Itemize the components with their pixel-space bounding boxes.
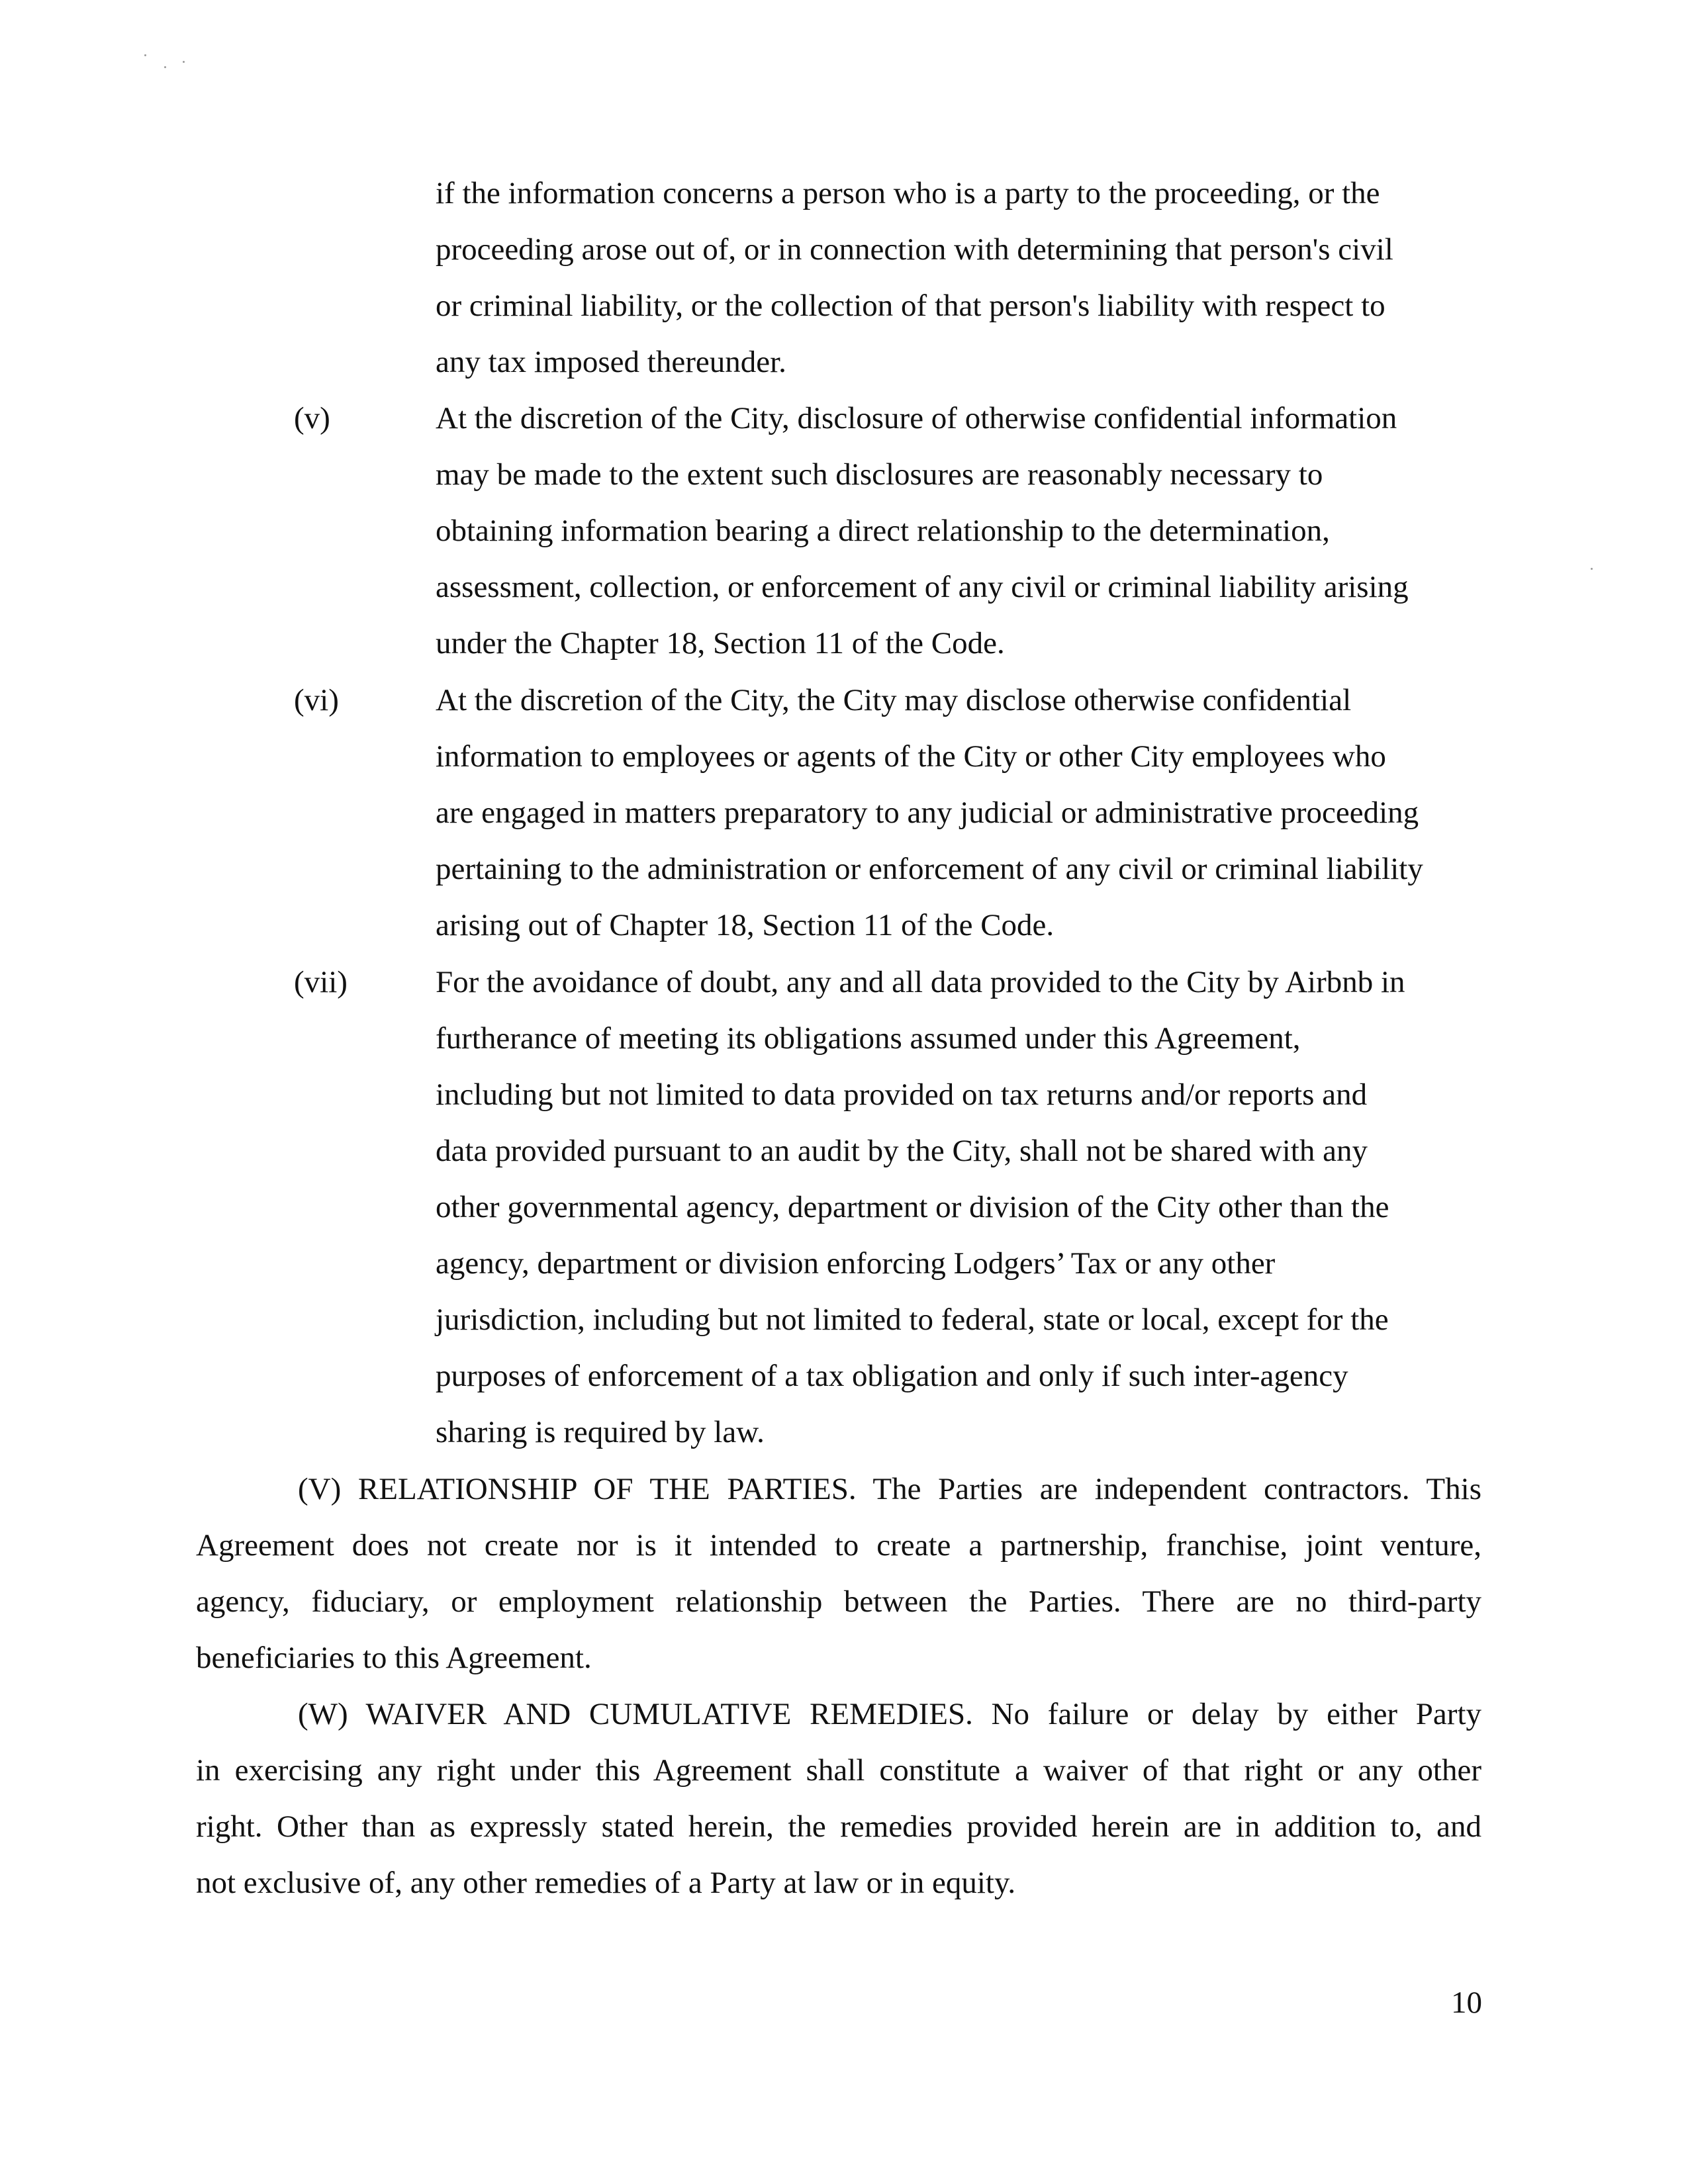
scan-speck bbox=[164, 66, 166, 68]
item-line: At the discretion of the City, disclosure of otherwise confidential information bbox=[436, 401, 1397, 435]
continuation-line: or criminal liability, or the collection of that person's liability with respect to bbox=[436, 289, 1385, 323]
section-v-line: beneficiaries to this Agreement. bbox=[196, 1641, 592, 1675]
section-v-line: agency, fiduciary, or employment relationship between the Parties. There are no third-party bbox=[196, 1584, 1481, 1619]
item-line: furtherance of meeting its obligations assumed under this Agreement, bbox=[436, 1021, 1301, 1056]
item-line: data provided pursuant to an audit by the City, shall not be shared with any bbox=[436, 1134, 1368, 1168]
section-w-line: right. Other than as expressly stated herein, the remedies provided herein are in addition to, and bbox=[196, 1809, 1481, 1844]
section-v-line: (V) RELATIONSHIP OF THE PARTIES. The Parties are independent contractors. This bbox=[298, 1472, 1481, 1506]
page-number: 10 bbox=[1451, 1985, 1482, 2020]
section-w-line: not exclusive of, any other remedies of a Party at law or in equity. bbox=[196, 1866, 1016, 1900]
item-line: agency, department or division enforcing Lodgers’ Tax or any other bbox=[436, 1246, 1276, 1281]
item-line: under the Chapter 18, Section 11 of the Code. bbox=[436, 626, 1005, 660]
item-marker: (vii) bbox=[294, 965, 348, 999]
continuation-line: if the information concerns a person who is a party to the proceeding, or the bbox=[436, 176, 1380, 210]
item-line: including but not limited to data provided on tax returns and/or reports and bbox=[436, 1077, 1368, 1112]
continuation-line: any tax imposed thereunder. bbox=[436, 345, 786, 379]
continuation-line: proceeding arose out of, or in connection with determining that person's civil bbox=[436, 232, 1393, 267]
item-line: may be made to the extent such disclosures are reasonably necessary to bbox=[436, 457, 1323, 492]
item-line: are engaged in matters preparatory to any judicial or administrative proceeding bbox=[436, 796, 1419, 830]
item-marker: (v) bbox=[294, 401, 330, 435]
item-line: other governmental agency, department or division of the City other than the bbox=[436, 1190, 1389, 1224]
item-line: obtaining information bearing a direct relationship to the determination, bbox=[436, 514, 1330, 548]
item-line: pertaining to the administration or enforcement of any civil or criminal liability bbox=[436, 852, 1423, 886]
item-line: information to employees or agents of the City or other City employees who bbox=[436, 739, 1386, 774]
section-w-line: in exercising any right under this Agreement shall constitute a waiver of that right or any other bbox=[196, 1753, 1481, 1788]
item-line: jurisdiction, including but not limited to federal, state or local, except for the bbox=[436, 1302, 1389, 1337]
item-line: At the discretion of the City, the City may disclose otherwise confidential bbox=[436, 683, 1352, 717]
item-line: assessment, collection, or enforcement of any civil or criminal liability arising bbox=[436, 570, 1409, 604]
scan-speck bbox=[183, 61, 185, 63]
item-line: arising out of Chapter 18, Section 11 of the Code. bbox=[436, 908, 1055, 942]
section-w-line: (W) WAIVER AND CUMULATIVE REMEDIES. No failure or delay by either Party bbox=[298, 1697, 1481, 1731]
scan-speck bbox=[144, 54, 146, 56]
item-line: purposes of enforcement of a tax obligation and only if such inter-agency bbox=[436, 1359, 1348, 1393]
item-line: For the avoidance of doubt, any and all data provided to the City by Airbnb in bbox=[436, 965, 1405, 999]
item-marker: (vi) bbox=[294, 683, 339, 717]
item-line: sharing is required by law. bbox=[436, 1415, 765, 1449]
scan-speck bbox=[1591, 568, 1593, 570]
section-v-line: Agreement does not create nor is it intended to create a partnership, franchise, joint venture, bbox=[196, 1528, 1481, 1563]
